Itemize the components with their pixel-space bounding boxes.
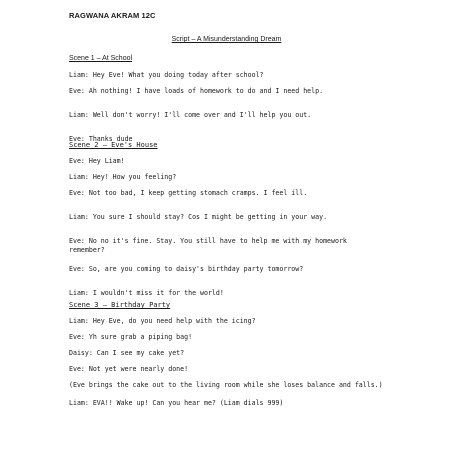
dialogue-line: Eve: Not yet were nearly done! (69, 365, 189, 373)
scene-1-heading: Scene 1 – At School (69, 55, 133, 62)
scene-2-heading: Scene 2 – Eve's House (69, 141, 158, 149)
dialogue-line: Liam: Hey Eve, do you need help with the icing? (69, 317, 256, 325)
stage-direction: (Eve brings the cake out to the living room while she loses balance and falls.) (69, 381, 383, 389)
dialogue-line: Eve: Ah nothing! I have loads of homework to do and I need help. (69, 87, 324, 95)
dialogue-line: Eve: Hey Liam! (69, 157, 125, 165)
dialogue-line: Eve: Yh sure grab a piping bag! (69, 333, 193, 341)
dialogue-line: Eve: So, are you coming to daisy's birthday party tomorrow? (69, 265, 304, 273)
dialogue-line: Liam: EVA!! Wake up! Can you hear me? (Liam dials 999) (69, 399, 284, 407)
scene-3-heading: Scene 3 – Birthday Party (69, 301, 171, 309)
dialogue-line: Liam: Hey Eve! What you doing today after school? (69, 71, 264, 79)
dialogue-line: Daisy: Can I see my cake yet? (69, 349, 185, 357)
dialogue-line: Liam: Hey! How you feeling? (69, 173, 177, 181)
dialogue-line: Eve: Thanks dude (69, 135, 133, 143)
dialogue-line: Liam: I wouldn't miss it for the world! (69, 289, 224, 297)
dialogue-line: Eve: No no it's fine. Stay. You still have to help me with my homework remember? (69, 237, 351, 254)
script-title: Script – A Misunderstanding Dream (171, 36, 282, 43)
author-name: RAGWANA AKRAM 12C (69, 11, 156, 20)
dialogue-line: Eve: Not too bad, I keep getting stomach cramps. I feel ill. (69, 189, 308, 197)
dialogue-line: Liam: Well don't worry! I'll come over and I'll help you out. (69, 111, 312, 119)
dialogue-line: Liam: You sure I should stay? Cos I might be getting in your way. (69, 213, 328, 221)
